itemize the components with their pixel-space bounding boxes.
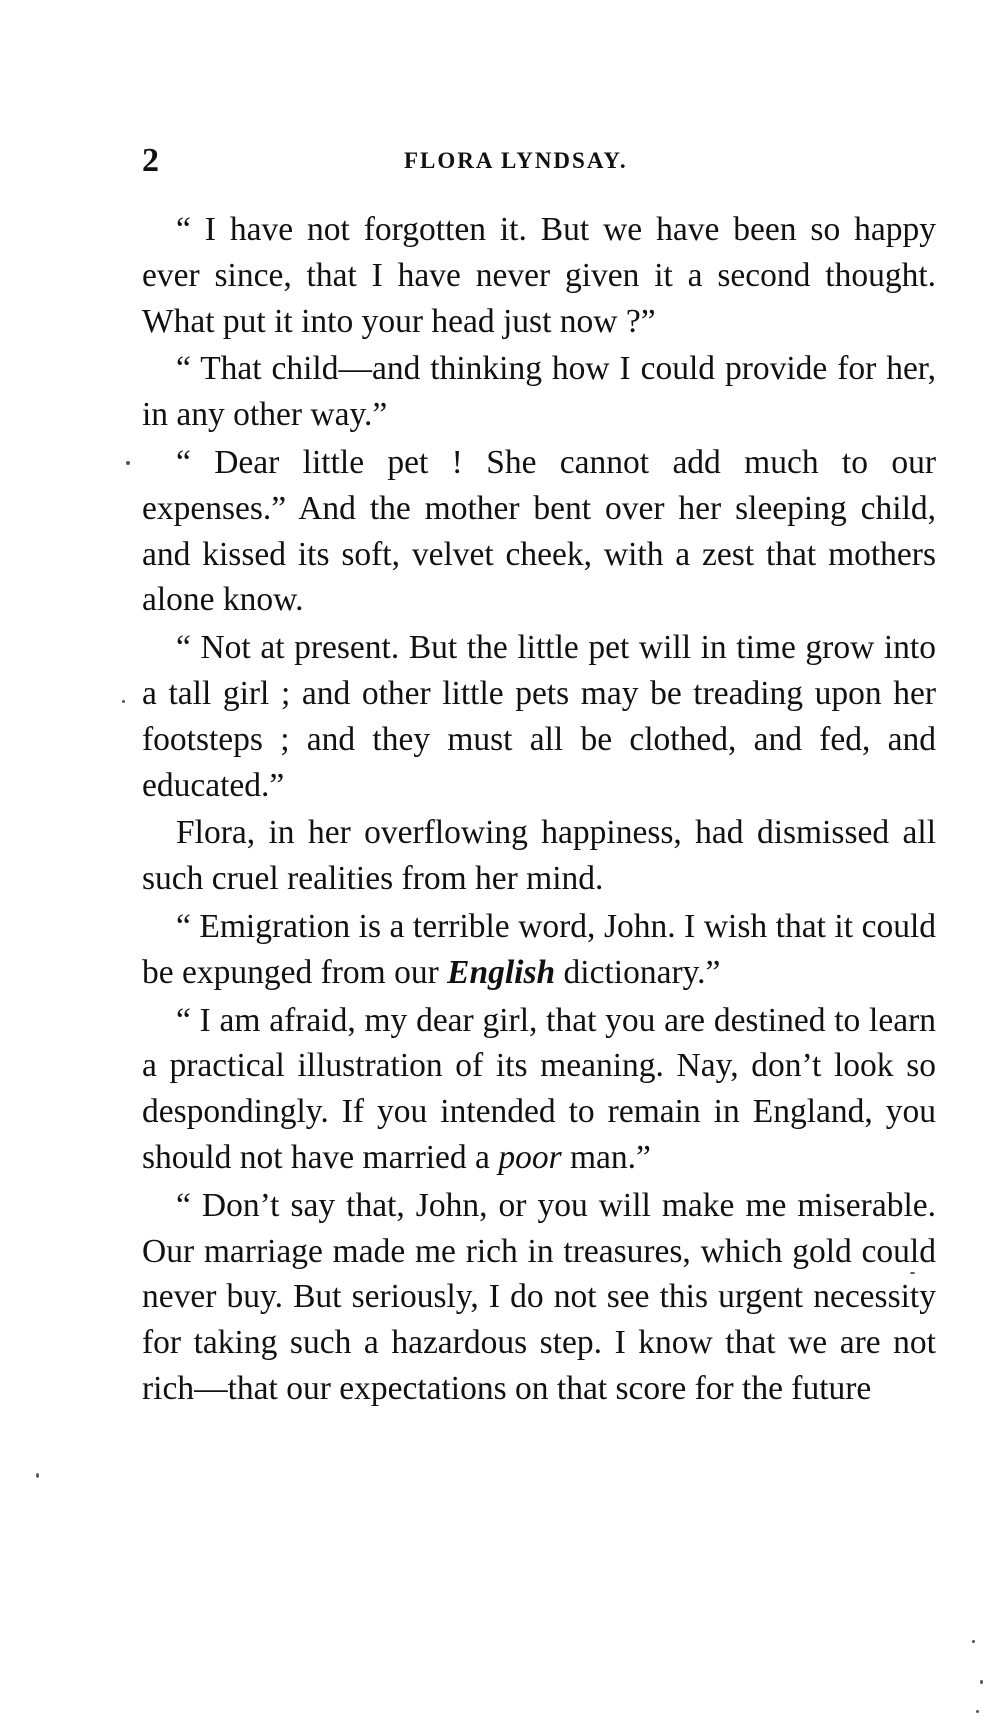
scan-speck bbox=[126, 461, 130, 465]
paragraph-6-emphasis: English bbox=[447, 953, 556, 991]
running-head bbox=[142, 142, 942, 182]
paragraph-3: “ Dear little pet ! She cannot add much to our expenses.” And the mother bent over her sleeping child, and kissed its soft, velvet cheek, with a zest that mothers alone know. bbox=[142, 443, 936, 619]
scan-speck bbox=[122, 700, 125, 703]
paragraph-6-text-after: dictionary.” bbox=[555, 953, 721, 991]
paragraph-7 bbox=[142, 998, 936, 1181]
scan-speck bbox=[972, 1640, 975, 1643]
paragraph-5: Flora, in her overflowing happiness, had dismissed all such cruel realities from her mind. bbox=[142, 814, 936, 898]
paragraph-2: “ That child—and thinking how I could provide for her, in any other way.” bbox=[142, 350, 936, 434]
paragraph-7-text-before: “ I am afraid, my dear girl, that you are destined to learn a practical illustration of its meaning. Nay, don’t look so despondingly. If you intended to remain in England, you should not have married a bbox=[142, 1001, 936, 1176]
scan-speck bbox=[910, 1272, 915, 1274]
paragraph-1: “ I have not forgotten it. But we have been so happy ever since, that I have never given it a second thought. What put it into your head just now ?” bbox=[142, 211, 936, 340]
paragraph-6-text-before: “ Emigration is a terrible word, John. I wish that it could be expunged from our bbox=[142, 907, 936, 991]
paragraph-6 bbox=[142, 904, 936, 996]
running-title: FLORA LYNDSAY. bbox=[404, 148, 628, 173]
paragraph-7-emphasis: poor bbox=[498, 1138, 562, 1176]
scan-speck bbox=[36, 1473, 39, 1478]
paragraph-7-text-after: man.” bbox=[561, 1138, 651, 1176]
body-text bbox=[142, 207, 936, 1412]
paragraph-8: “ Don’t say that, John, or you will make me miserable. Our marriage made me rich in treasures, which gold could never buy. But seriously, I do not see this urgent necessity for taking such a hazardous step. I know that we are not rich—that our expectations on that score for the future bbox=[142, 1186, 936, 1407]
scan-speck bbox=[980, 1680, 983, 1684]
page-number: 2 bbox=[142, 142, 159, 179]
paragraph-4: “ Not at present. But the little pet will in time grow into a tall girl ; and other little pets may be treading upon her footsteps ; and they must all be clothed, and fed, and educated.” bbox=[142, 629, 936, 804]
scan-speck bbox=[976, 1710, 979, 1713]
